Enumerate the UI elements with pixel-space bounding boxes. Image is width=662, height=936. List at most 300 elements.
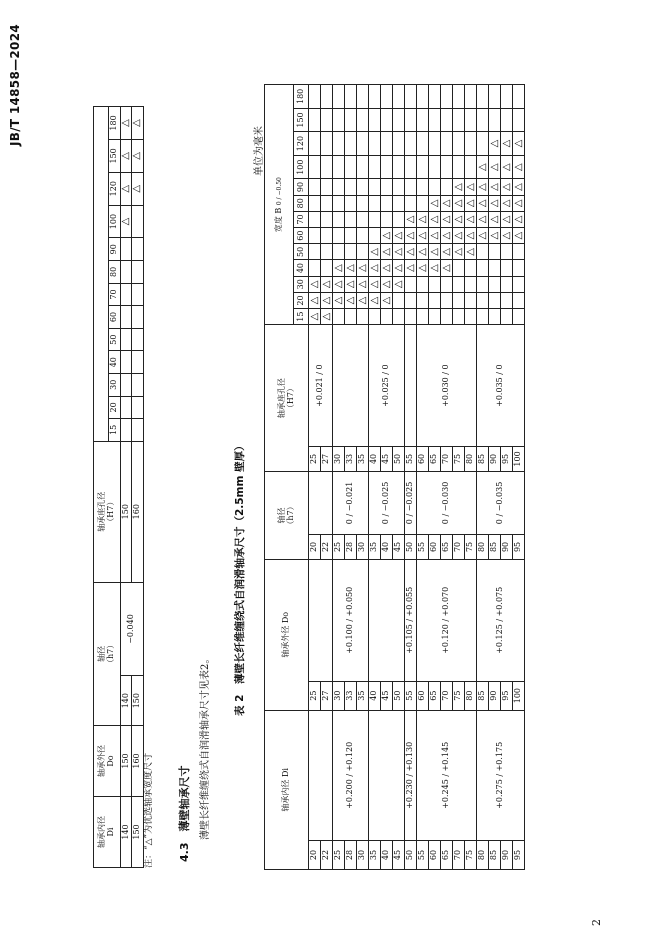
cell-width-mark: △ bbox=[309, 309, 321, 325]
cell-bore: 70 bbox=[441, 446, 453, 471]
cell-width-mark bbox=[132, 373, 144, 396]
cell-shaft: 45 bbox=[393, 534, 405, 559]
cell-bore: 90 bbox=[489, 446, 501, 471]
cell-width-mark bbox=[357, 228, 369, 244]
cell-width-mark bbox=[321, 211, 333, 227]
cell-width-mark bbox=[333, 211, 345, 227]
cell-bore: 95 bbox=[501, 446, 513, 471]
cell-width-mark bbox=[477, 132, 489, 156]
cell-bore: 35 bbox=[357, 446, 369, 471]
col-inner-diameter: 轴承内径 Di bbox=[94, 797, 121, 868]
cell-width-mark: △ bbox=[477, 228, 489, 244]
cell-width-mark bbox=[120, 396, 132, 419]
cell-bore: 30 bbox=[333, 446, 345, 471]
cell-bore-tol bbox=[405, 325, 417, 447]
cell-width-mark: △ bbox=[441, 228, 453, 244]
cell-width-mark: △ bbox=[477, 155, 489, 179]
cell-width-mark bbox=[477, 292, 489, 308]
cell-width-mark bbox=[381, 211, 393, 227]
cell-width-mark bbox=[321, 108, 333, 132]
cell-width-mark bbox=[453, 155, 465, 179]
cell-shaft: 50 bbox=[405, 534, 417, 559]
cell-shaft: 70 bbox=[453, 534, 465, 559]
cell-width-mark bbox=[357, 211, 369, 227]
width-header-cell: 80 bbox=[109, 261, 121, 284]
cell-width-mark bbox=[120, 419, 132, 442]
cell-width-mark bbox=[429, 276, 441, 292]
cell-shaft: 22 bbox=[321, 534, 333, 559]
cell-width-mark bbox=[417, 309, 429, 325]
cell-width-mark: △ bbox=[393, 276, 405, 292]
width-header-cell: 180 bbox=[109, 107, 121, 140]
cell-width-mark bbox=[405, 195, 417, 211]
cell-width-mark bbox=[345, 179, 357, 195]
cell-width-mark bbox=[429, 132, 441, 156]
cell-width-mark bbox=[489, 244, 501, 260]
cell-width-mark bbox=[501, 260, 513, 276]
cell-width-mark bbox=[309, 195, 321, 211]
width-header-cell: 90 bbox=[294, 179, 309, 195]
cell-width-mark: △ bbox=[357, 260, 369, 276]
cell-width-mark: △ bbox=[381, 244, 393, 260]
cell-do: 40 bbox=[369, 681, 381, 710]
cell-width-mark bbox=[393, 211, 405, 227]
cell-width-mark bbox=[417, 179, 429, 195]
cell-width-mark bbox=[321, 132, 333, 156]
cell-do: 45 bbox=[381, 681, 393, 710]
width-header-cell: 100 bbox=[294, 155, 309, 179]
table1-body bbox=[120, 107, 143, 868]
cell-width-mark bbox=[333, 228, 345, 244]
cell-width-mark: △ bbox=[489, 155, 501, 179]
cell-width-mark bbox=[405, 155, 417, 179]
cell-width-mark bbox=[345, 195, 357, 211]
cell-width-mark bbox=[393, 195, 405, 211]
cell-width-mark: △ bbox=[120, 205, 132, 238]
cell-width-mark bbox=[309, 108, 321, 132]
cell-shaft: 20 bbox=[309, 534, 321, 559]
cell-width-mark: △ bbox=[309, 276, 321, 292]
cell-width-mark: △ bbox=[369, 276, 381, 292]
cell-shaft: 90 bbox=[501, 534, 513, 559]
cell-width-mark bbox=[465, 309, 477, 325]
cell-width-mark bbox=[357, 155, 369, 179]
table-row bbox=[405, 85, 417, 870]
cell-width-mark bbox=[309, 260, 321, 276]
cell-width-mark: △ bbox=[333, 276, 345, 292]
cell-width-mark bbox=[465, 132, 477, 156]
cell-width-mark bbox=[477, 309, 489, 325]
col-shaft: 轴径 （h7） bbox=[265, 471, 309, 559]
cell-width-mark bbox=[309, 155, 321, 179]
cell-width-mark bbox=[345, 155, 357, 179]
cell-di: 65 bbox=[441, 841, 453, 870]
cell-shaft: 95 bbox=[513, 534, 525, 559]
cell-di: 95 bbox=[513, 841, 525, 870]
cell-width-mark bbox=[417, 85, 429, 109]
cell-width-mark bbox=[132, 205, 144, 238]
cell-do: 30 bbox=[333, 681, 345, 710]
cell-width-mark bbox=[513, 292, 525, 308]
cell-width-mark: △ bbox=[453, 244, 465, 260]
cell-di: 60 bbox=[429, 841, 441, 870]
cell-width-mark bbox=[429, 108, 441, 132]
cell-bore-tol: +0.021 / 0 bbox=[309, 325, 333, 447]
cell-width-mark bbox=[369, 179, 381, 195]
cell-width-mark bbox=[309, 132, 321, 156]
cell-width-mark bbox=[369, 132, 381, 156]
cell-width-mark bbox=[333, 244, 345, 260]
section-heading: 4.3 薄壁轴承尺寸 bbox=[178, 765, 191, 862]
cell-width-mark: △ bbox=[345, 260, 357, 276]
cell-bore: 60 bbox=[417, 446, 429, 471]
cell-width-mark bbox=[321, 244, 333, 260]
cell-bore: 75 bbox=[453, 446, 465, 471]
cell-do-tol: +0.100 / +0.050 bbox=[333, 559, 369, 681]
cell-width-mark bbox=[453, 260, 465, 276]
cell-width-mark: △ bbox=[453, 195, 465, 211]
cell-width-mark bbox=[321, 155, 333, 179]
cell-width-mark bbox=[513, 309, 525, 325]
cell-width-mark: △ bbox=[357, 292, 369, 308]
cell-width-mark bbox=[465, 155, 477, 179]
cell-width-mark: △ bbox=[465, 211, 477, 227]
cell-shaft-tol: 0 / −0.035 bbox=[477, 471, 525, 534]
cell-width-mark bbox=[393, 179, 405, 195]
unit-label: 单位为毫米 bbox=[254, 126, 265, 176]
cell-width-mark: △ bbox=[453, 179, 465, 195]
width-header-cell: 40 bbox=[294, 260, 309, 276]
cell-width-mark bbox=[477, 244, 489, 260]
cell-width-mark: △ bbox=[381, 260, 393, 276]
cell-di-tol: +0.275 / +0.175 bbox=[477, 710, 525, 840]
cell-width-mark bbox=[441, 179, 453, 195]
cell-width-mark: △ bbox=[501, 179, 513, 195]
cell-width-mark: △ bbox=[357, 276, 369, 292]
cell-width-mark bbox=[417, 108, 429, 132]
cell-width-mark bbox=[393, 155, 405, 179]
cell-di: 85 bbox=[489, 841, 501, 870]
cell-width-mark bbox=[429, 85, 441, 109]
width-header-cell: 60 bbox=[294, 228, 309, 244]
cell-width-mark bbox=[381, 132, 393, 156]
cell-do: 100 bbox=[513, 681, 525, 710]
cell-do: 75 bbox=[453, 681, 465, 710]
cell-width-mark: △ bbox=[465, 195, 477, 211]
cell-shaft: 40 bbox=[381, 534, 393, 559]
cell-shaft-tol bbox=[309, 471, 333, 534]
width-header-cell: 100 bbox=[109, 205, 121, 238]
cell-width-mark bbox=[429, 155, 441, 179]
cell-width-mark bbox=[357, 85, 369, 109]
cell-width-mark bbox=[513, 276, 525, 292]
cell-di: 80 bbox=[477, 841, 489, 870]
cell-width-mark: △ bbox=[405, 211, 417, 227]
cell-width-mark: △ bbox=[417, 260, 429, 276]
cell-width-mark: △ bbox=[441, 211, 453, 227]
cell-do: 80 bbox=[465, 681, 477, 710]
cell-width-mark: △ bbox=[369, 244, 381, 260]
cell-width-mark bbox=[465, 292, 477, 308]
cell-do: 25 bbox=[309, 681, 321, 710]
cell-width-mark: △ bbox=[489, 179, 501, 195]
width-header-cell: 50 bbox=[109, 328, 121, 351]
cell-width-mark: △ bbox=[513, 155, 525, 179]
cell-width-mark bbox=[417, 132, 429, 156]
cell-shaft: 85 bbox=[489, 534, 501, 559]
cell-width-mark bbox=[405, 179, 417, 195]
cell-width-mark: △ bbox=[405, 228, 417, 244]
width-header-cell: 120 bbox=[109, 172, 121, 205]
cell-width-mark bbox=[453, 108, 465, 132]
cell-width-mark bbox=[429, 309, 441, 325]
cell-width-mark: △ bbox=[120, 139, 132, 172]
cell-width-mark: △ bbox=[345, 276, 357, 292]
cell-width-mark bbox=[345, 211, 357, 227]
cell-width-mark: △ bbox=[429, 195, 441, 211]
cell-shaft: 65 bbox=[441, 534, 453, 559]
cell-width-mark: △ bbox=[489, 228, 501, 244]
cell-width-mark: △ bbox=[393, 244, 405, 260]
cell-shaft: 28 bbox=[345, 534, 357, 559]
cell-width-mark bbox=[477, 276, 489, 292]
cell-width-mark bbox=[417, 276, 429, 292]
cell-di-tol: +0.245 / +0.145 bbox=[417, 710, 477, 840]
cell-do-tol bbox=[369, 559, 405, 681]
cell-width-mark: △ bbox=[369, 260, 381, 276]
cell-bore: 40 bbox=[369, 446, 381, 471]
cell-width-mark: △ bbox=[417, 244, 429, 260]
cell-width-mark: △ bbox=[333, 260, 345, 276]
cell-width-mark: △ bbox=[321, 292, 333, 308]
cell-shaft: 150 bbox=[132, 676, 144, 726]
cell-shaft-tol: 0 / −0.030 bbox=[417, 471, 477, 534]
width-header-cell: 150 bbox=[109, 139, 121, 172]
cell-width-mark bbox=[381, 195, 393, 211]
cell-width-mark bbox=[465, 108, 477, 132]
cell-width-mark bbox=[132, 238, 144, 261]
cell-width-mark bbox=[357, 108, 369, 132]
cell-width-mark bbox=[120, 328, 132, 351]
cell-width-mark bbox=[381, 309, 393, 325]
cell-width-mark bbox=[132, 328, 144, 351]
cell-di: 20 bbox=[309, 841, 321, 870]
cell-bore-tol: +0.035 / 0 bbox=[477, 325, 525, 447]
cell-width-mark bbox=[393, 108, 405, 132]
cell-shaft-tol: 0 / −0.021 bbox=[333, 471, 369, 534]
cell-di-tol: +0.230 / +0.130 bbox=[405, 710, 417, 840]
cell-width-mark: △ bbox=[477, 179, 489, 195]
cell-width-mark bbox=[132, 419, 144, 442]
cell-width-mark bbox=[369, 309, 381, 325]
cell-width-mark bbox=[309, 244, 321, 260]
cell-width-mark: △ bbox=[132, 139, 144, 172]
cell-bore-tol: +0.025 / 0 bbox=[369, 325, 405, 447]
cell-width-mark bbox=[321, 85, 333, 109]
col-inner-diameter: 轴承内径 Di bbox=[265, 710, 309, 869]
width-header-cell: 15 bbox=[294, 309, 309, 325]
table-row bbox=[477, 85, 489, 870]
table2-title: 表 2 薄壁长纤维缠绕式自润滑轴承尺寸（2.5mm 壁厚） bbox=[234, 440, 246, 716]
cell-width-mark: △ bbox=[429, 260, 441, 276]
cell-width-mark bbox=[405, 132, 417, 156]
cell-bore: 50 bbox=[393, 446, 405, 471]
cell-do: 35 bbox=[357, 681, 369, 710]
cell-do: 60 bbox=[417, 681, 429, 710]
cell-width-mark: △ bbox=[513, 132, 525, 156]
cell-width-mark bbox=[369, 155, 381, 179]
cell-width-mark: △ bbox=[369, 292, 381, 308]
standard-code: JB/T 14858—2024 bbox=[8, 23, 22, 146]
cell-width-mark bbox=[132, 396, 144, 419]
cell-width-mark bbox=[501, 85, 513, 109]
cell-width-mark bbox=[489, 292, 501, 308]
cell-shaft-tol: 0 / −0.025 bbox=[369, 471, 405, 534]
cell-width-mark bbox=[333, 309, 345, 325]
cell-do-tol: +0.105 / +0.055 bbox=[405, 559, 417, 681]
cell-width-mark: △ bbox=[501, 211, 513, 227]
cell-width-mark bbox=[405, 108, 417, 132]
cell-shaft: 60 bbox=[429, 534, 441, 559]
cell-di: 25 bbox=[333, 841, 345, 870]
cell-width-mark bbox=[501, 108, 513, 132]
cell-width-mark: △ bbox=[132, 172, 144, 205]
width-header-cell: 15 bbox=[109, 419, 121, 442]
cell-shaft: 30 bbox=[357, 534, 369, 559]
cell-width-mark bbox=[441, 85, 453, 109]
table2-body bbox=[309, 85, 525, 870]
width-header-cell: 30 bbox=[109, 373, 121, 396]
cell-width-mark: △ bbox=[417, 211, 429, 227]
cell-width-mark bbox=[321, 195, 333, 211]
cell-di-tol bbox=[369, 710, 405, 840]
cell-width-mark bbox=[453, 292, 465, 308]
table-row bbox=[120, 107, 132, 868]
cell-width-mark bbox=[345, 309, 357, 325]
cell-width-mark: △ bbox=[465, 179, 477, 195]
cell-width-mark bbox=[441, 108, 453, 132]
cell-width-mark bbox=[489, 260, 501, 276]
cell-width-mark bbox=[405, 85, 417, 109]
cell-width-mark bbox=[333, 155, 345, 179]
cell-do-tol: +0.120 / +0.070 bbox=[417, 559, 477, 681]
cell-width-mark bbox=[501, 292, 513, 308]
width-header-cell: 30 bbox=[294, 276, 309, 292]
cell-width-mark bbox=[453, 132, 465, 156]
cell-width-mark: △ bbox=[132, 107, 144, 140]
cell-width-mark bbox=[369, 228, 381, 244]
cell-width-mark bbox=[393, 309, 405, 325]
cell-width-mark bbox=[513, 85, 525, 109]
cell-width-mark bbox=[309, 179, 321, 195]
cell-width-mark bbox=[501, 276, 513, 292]
cell-width-mark bbox=[489, 309, 501, 325]
cell-width-mark bbox=[309, 85, 321, 109]
section-text: 薄壁长纤维缠绕式自润滑轴承尺寸见表2。 bbox=[200, 653, 211, 840]
cell-di: 35 bbox=[369, 841, 381, 870]
cell-di: 50 bbox=[405, 841, 417, 870]
col-width-group bbox=[94, 107, 109, 442]
cell-do-tol bbox=[309, 559, 333, 681]
width-header-cell: 150 bbox=[294, 108, 309, 132]
cell-width-mark bbox=[333, 179, 345, 195]
cell-width-mark bbox=[465, 85, 477, 109]
cell-do: 27 bbox=[321, 681, 333, 710]
cell-width-mark: △ bbox=[405, 260, 417, 276]
cell-width-mark bbox=[441, 155, 453, 179]
table2 bbox=[264, 84, 525, 870]
cell-di-tol bbox=[309, 710, 333, 840]
table-row bbox=[309, 85, 321, 870]
cell-width-mark: △ bbox=[405, 244, 417, 260]
cell-width-mark bbox=[357, 132, 369, 156]
cell-width-mark: △ bbox=[465, 244, 477, 260]
cell-bore: 27 bbox=[321, 446, 333, 471]
cell-width-mark: △ bbox=[429, 228, 441, 244]
col-bore: 轴承座孔径 （H7） bbox=[94, 441, 121, 582]
table-row bbox=[369, 85, 381, 870]
cell-width-mark bbox=[357, 309, 369, 325]
cell-width-mark: △ bbox=[429, 244, 441, 260]
cell-width-mark bbox=[333, 85, 345, 109]
cell-width-mark bbox=[489, 85, 501, 109]
cell-width-mark: △ bbox=[453, 211, 465, 227]
col-outer-diameter: 轴承外径 Do bbox=[265, 559, 309, 710]
cell-do: 70 bbox=[441, 681, 453, 710]
col-width-header: 宽度 B 0 / −0.50 bbox=[265, 85, 294, 325]
cell-do: 85 bbox=[477, 681, 489, 710]
cell-do: 55 bbox=[405, 681, 417, 710]
cell-width-mark bbox=[465, 260, 477, 276]
cell-width-mark: △ bbox=[477, 211, 489, 227]
width-header-cell: 90 bbox=[109, 238, 121, 261]
cell-width-mark: △ bbox=[345, 292, 357, 308]
cell-do: 33 bbox=[345, 681, 357, 710]
cell-width-mark bbox=[393, 132, 405, 156]
width-header-cell: 70 bbox=[294, 211, 309, 227]
cell-width-mark: △ bbox=[441, 244, 453, 260]
table-note: 注：“△”为优选轴承宽度尺寸 bbox=[144, 752, 154, 868]
cell-width-mark bbox=[321, 260, 333, 276]
cell-width-mark bbox=[417, 292, 429, 308]
cell-width-mark: △ bbox=[453, 228, 465, 244]
cell-do: 65 bbox=[429, 681, 441, 710]
cell-width-mark bbox=[120, 373, 132, 396]
cell-width-mark bbox=[477, 260, 489, 276]
width-header-cell: 120 bbox=[294, 132, 309, 156]
cell-width-mark bbox=[321, 179, 333, 195]
cell-width-mark: △ bbox=[120, 107, 132, 140]
cell-width-mark bbox=[369, 85, 381, 109]
cell-width-mark bbox=[357, 195, 369, 211]
cell-width-mark: △ bbox=[417, 228, 429, 244]
cell-di: 22 bbox=[321, 841, 333, 870]
cell-shaft-tol: −0.040 bbox=[120, 582, 143, 676]
cell-width-mark bbox=[441, 132, 453, 156]
cell-width-mark bbox=[441, 276, 453, 292]
cell-width-mark bbox=[513, 244, 525, 260]
cell-width-mark: △ bbox=[441, 260, 453, 276]
cell-do: 95 bbox=[501, 681, 513, 710]
cell-width-mark bbox=[345, 228, 357, 244]
cell-width-mark bbox=[309, 228, 321, 244]
cell-bore: 25 bbox=[309, 446, 321, 471]
cell-width-mark bbox=[345, 85, 357, 109]
cell-width-mark bbox=[369, 108, 381, 132]
page-number: 2 bbox=[590, 919, 603, 926]
cell-width-mark bbox=[417, 195, 429, 211]
cell-di: 70 bbox=[453, 841, 465, 870]
